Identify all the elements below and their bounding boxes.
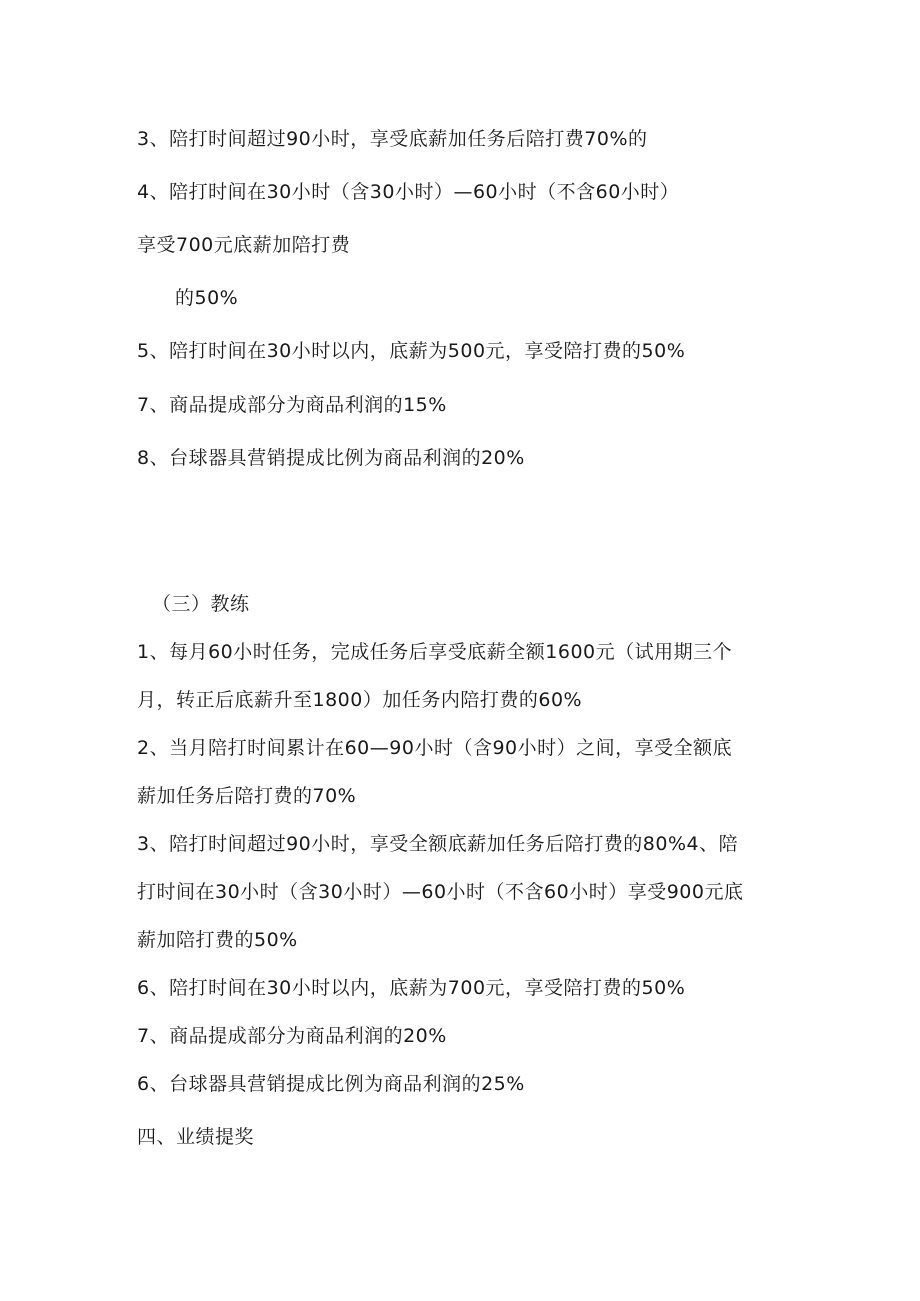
text-line: 2、当月陪打时间累计在60—90小时（含90小时）之间，享受全额底: [137, 737, 733, 759]
text-line: 7、商品提成部分为商品利润的15%: [137, 394, 447, 416]
text-line: 打时间在30小时（含30小时）—60小时（不含60小时）享受900元底: [137, 881, 744, 903]
text-line: 薪加任务后陪打费的70%: [137, 785, 357, 807]
text-line: 5、陪打时间在30小时以内，底薪为500元，享受陪打费的50%: [137, 340, 686, 362]
text-line: 薪加陪打费的50%: [137, 929, 298, 951]
text-line: 4、陪打时间在30小时（含30小时）—60小时（不含60小时）: [137, 181, 680, 203]
text-line: 的50%: [175, 287, 239, 309]
text-line: 8、台球器具营销提成比例为商品利润的20%: [137, 447, 525, 469]
text-line: 享受700元底薪加陪打费: [137, 234, 351, 256]
text-line: 月，转正后底薪升至1800）加任务内陪打费的60%: [137, 689, 583, 711]
text-line: 6、陪打时间在30小时以内，底薪为700元，享受陪打费的50%: [137, 977, 686, 999]
text-line: 1、每月60小时任务，完成任务后享受底薪全额1600元（试用期三个: [137, 641, 733, 663]
text-line: 3、陪打时间超过90小时，享受底薪加任务后陪打费70%的: [137, 128, 648, 150]
text-line: 6、台球器具营销提成比例为商品利润的25%: [137, 1073, 525, 1095]
section-heading: （三）教练: [152, 593, 250, 615]
text-line: 3、陪打时间超过90小时，享受全额底薪加任务后陪打费的80%4、陪: [137, 833, 739, 855]
text-line: 四、业绩提奖: [137, 1126, 255, 1148]
text-line: 7、商品提成部分为商品利润的20%: [137, 1025, 447, 1047]
